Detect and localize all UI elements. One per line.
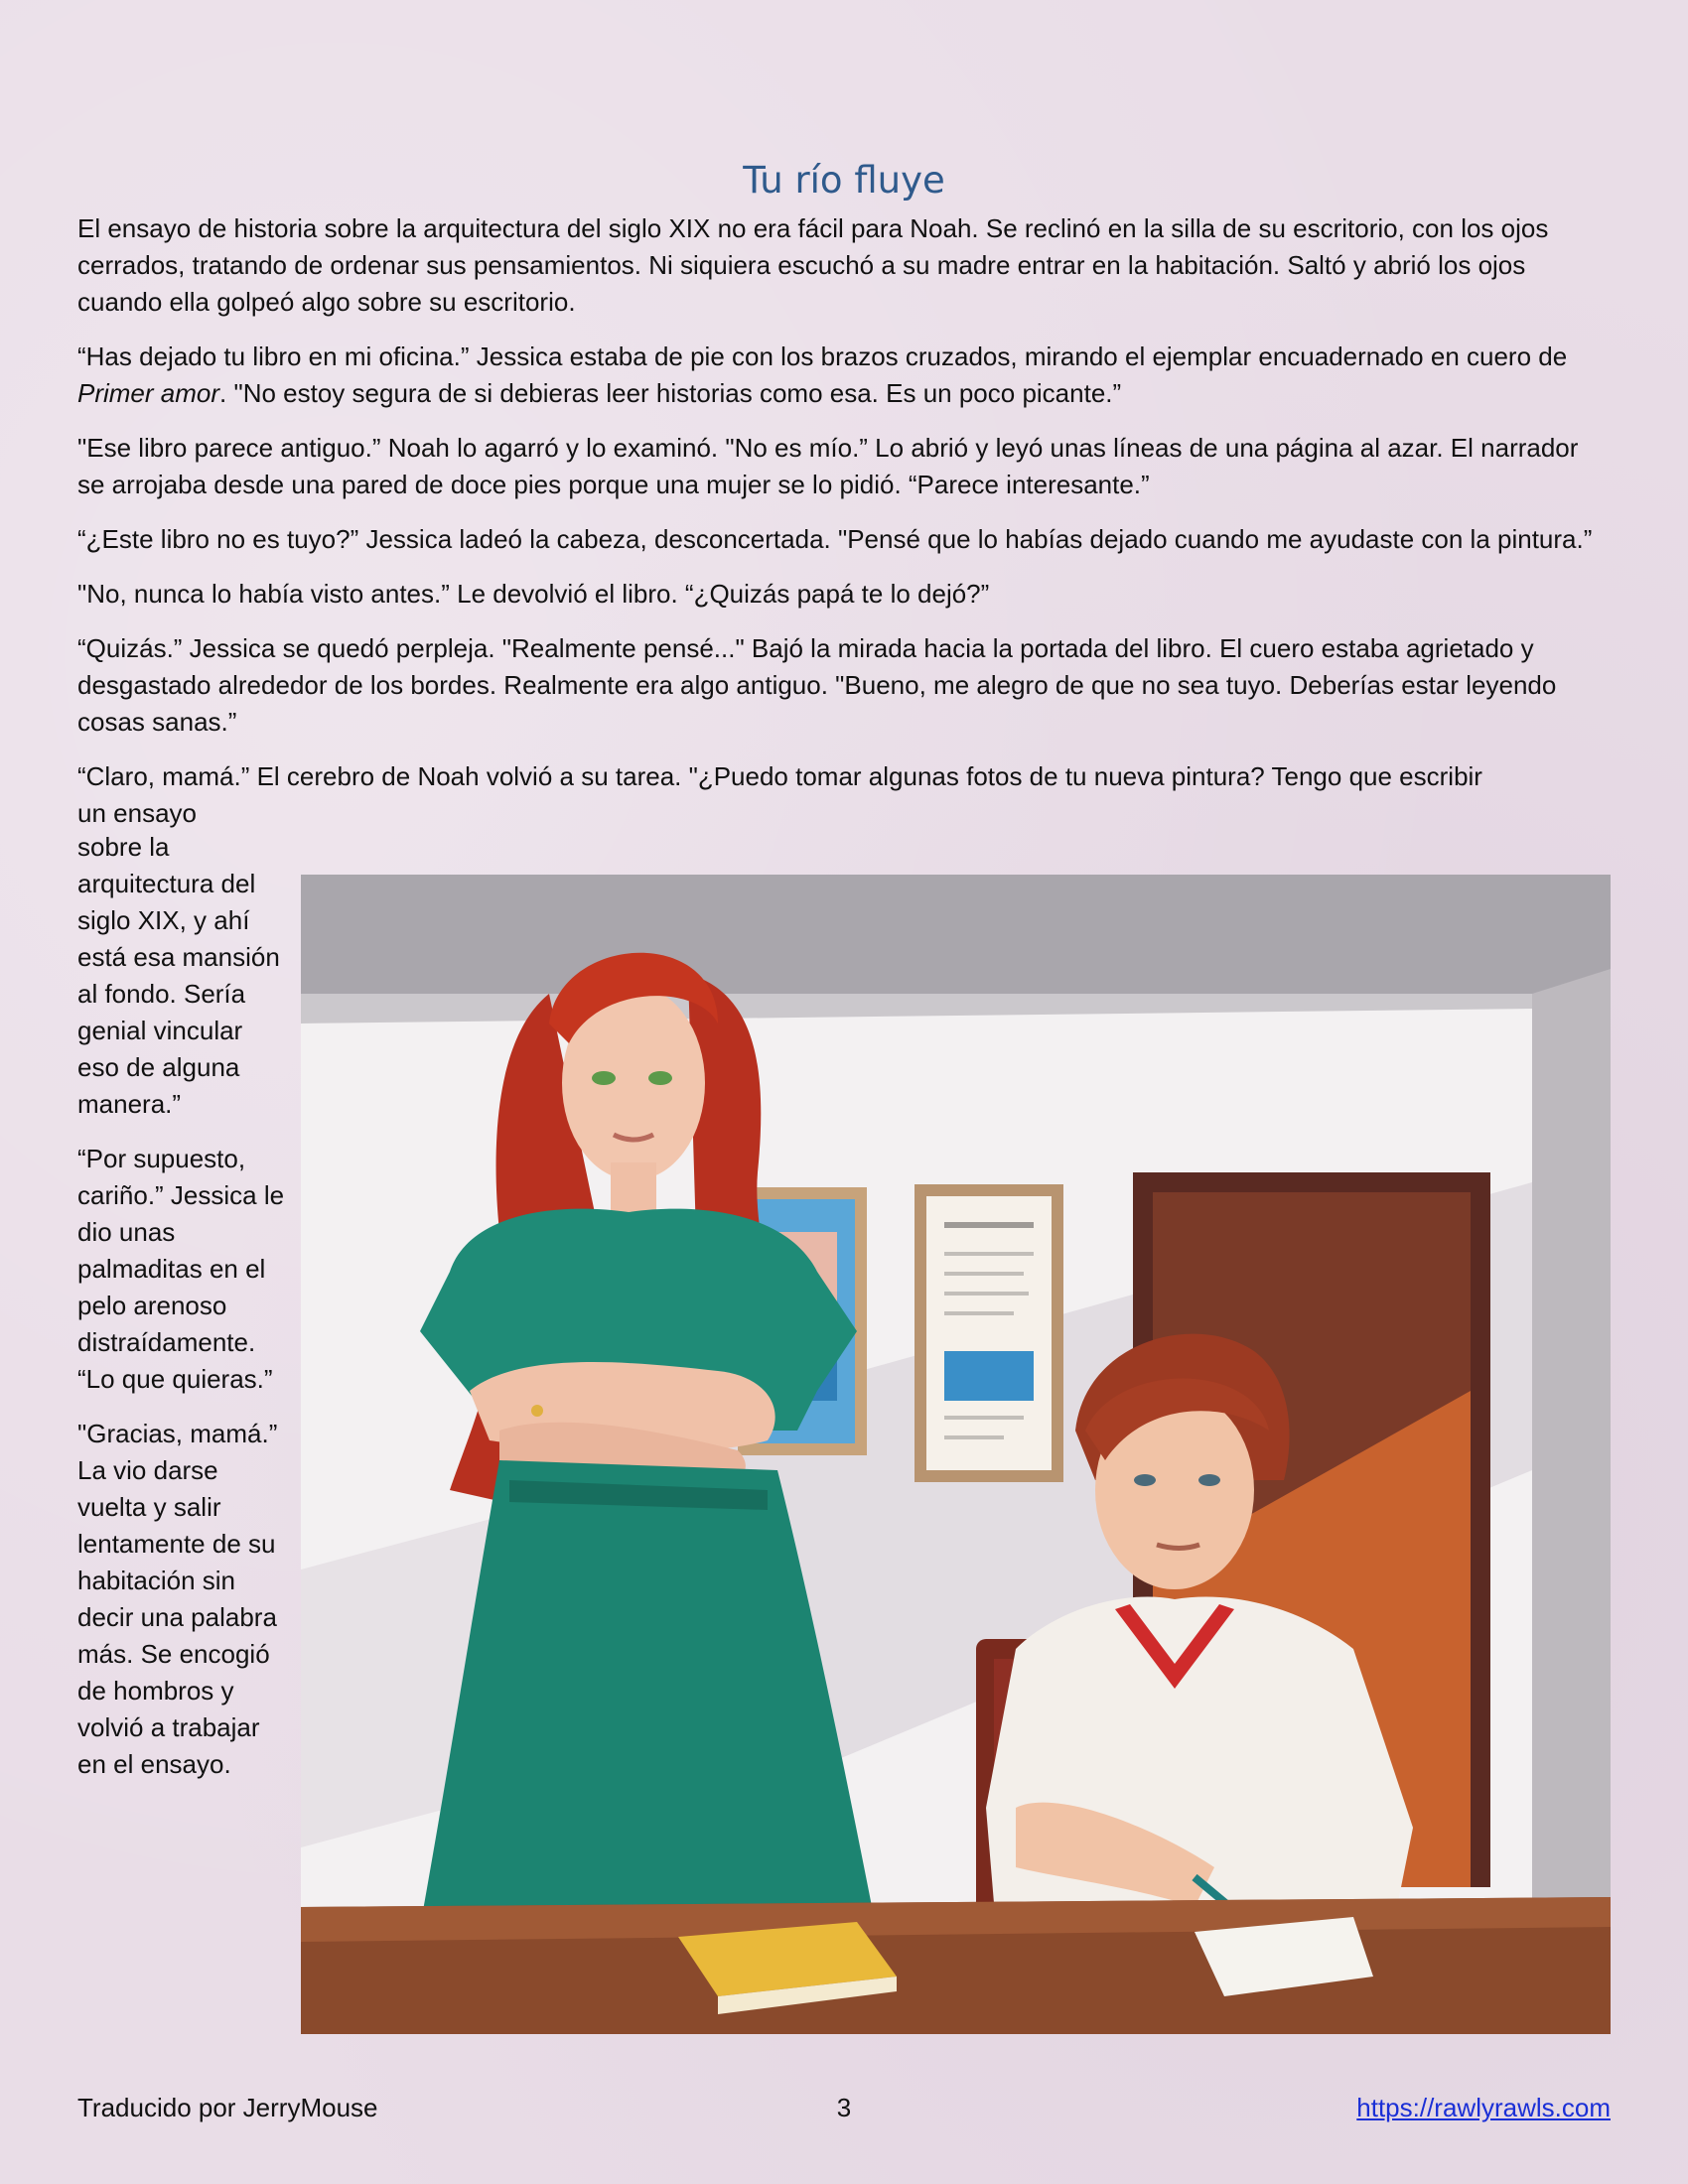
paragraph-2-start: “Has dejado tu libro en mi oficina.” Jessica estaba de pie con los brazos cruzados, mirando el ejemplar encuadernado en cuero de	[77, 341, 1568, 371]
footer-website-link[interactable]: https://rawlyrawls.com	[1356, 2093, 1611, 2122]
page-number: 3	[836, 2093, 852, 2122]
side-column-text	[77, 829, 288, 1801]
paragraph-2	[77, 339, 1611, 412]
paragraph-7	[77, 758, 1611, 832]
paragraph-4: “¿Este libro no es tuyo?” Jessica ladeó la cabeza, desconcertada. "Pensé que lo habías dejado cuando me ayudaste con la pintura.”	[77, 524, 1593, 554]
main-text	[77, 210, 1611, 832]
page-title: Tu río fluye	[743, 159, 945, 202]
paragraph-7-wrap: un ensayo	[77, 798, 197, 828]
story-illustration	[301, 875, 1611, 2034]
paragraph-3: "Ese libro parece antiguo.” Noah lo agarró y lo examinó. "No es mío.” Lo abrió y leyó unas líneas de una página al azar. El narrador se arrojaba desde una pared de doce pies porque una mujer se lo pidió. “Parece interesante.”	[77, 433, 1579, 499]
paragraph-7-continued: sobre la arquitectura del siglo XIX, y ahí está esa mansión al fondo. Sería genial vincular eso de alguna manera.”	[77, 832, 280, 1119]
paragraph-5: "No, nunca lo había visto antes.” Le devolvió el libro. “¿Quizás papá te lo dejó?”	[77, 579, 990, 609]
paragraph-7-line: “Claro, mamá.” El cerebro de Noah volvió a su tarea. "¿Puedo tomar algunas fotos de tu nueva pintura? Tengo que escribir	[77, 761, 1482, 791]
illustration-woman-and-young-man-at-desk-icon	[301, 875, 1611, 2034]
paragraph-6: “Quizás.” Jessica se quedó perpleja. "Realmente pensé..." Bajó la mirada hacia la portada del libro. El cuero estaba agrietado y desgastado alrededor de los bordes. Realmente era algo antiguo. "Bueno, me alegro de que no sea tuyo. Deberías estar leyendo cosas sanas.”	[77, 633, 1557, 737]
footer-translator: Traducido por JerryMouse	[77, 2093, 378, 2122]
paragraph-1: El ensayo de historia sobre la arquitectura del siglo XIX no era fácil para Noah. Se reclinó en la silla de su escritorio, con los ojos cerrados, tratando de ordenar sus pensamientos. Ni siquiera escuchó a su madre entrar en la habitación. Saltó y abrió los ojos cuando ella golpeó algo sobre su escritorio.	[77, 213, 1549, 317]
paragraph-9: "Gracias, mamá.” La vio darse vuelta y salir lentamente de su habitación sin decir una palabra más. Se encogió de hombros y volvió a trabajar en el ensayo.	[77, 1419, 278, 1779]
paragraph-2-end: . "No estoy segura de si debieras leer historias como esa. Es un poco picante.”	[219, 378, 1122, 408]
paragraph-8: “Por supuesto, cariño.” Jessica le dio unas palmaditas en el pelo arenoso distraídamente. “Lo que quieras.”	[77, 1144, 285, 1394]
book-title-italic: Primer amor	[77, 378, 220, 408]
